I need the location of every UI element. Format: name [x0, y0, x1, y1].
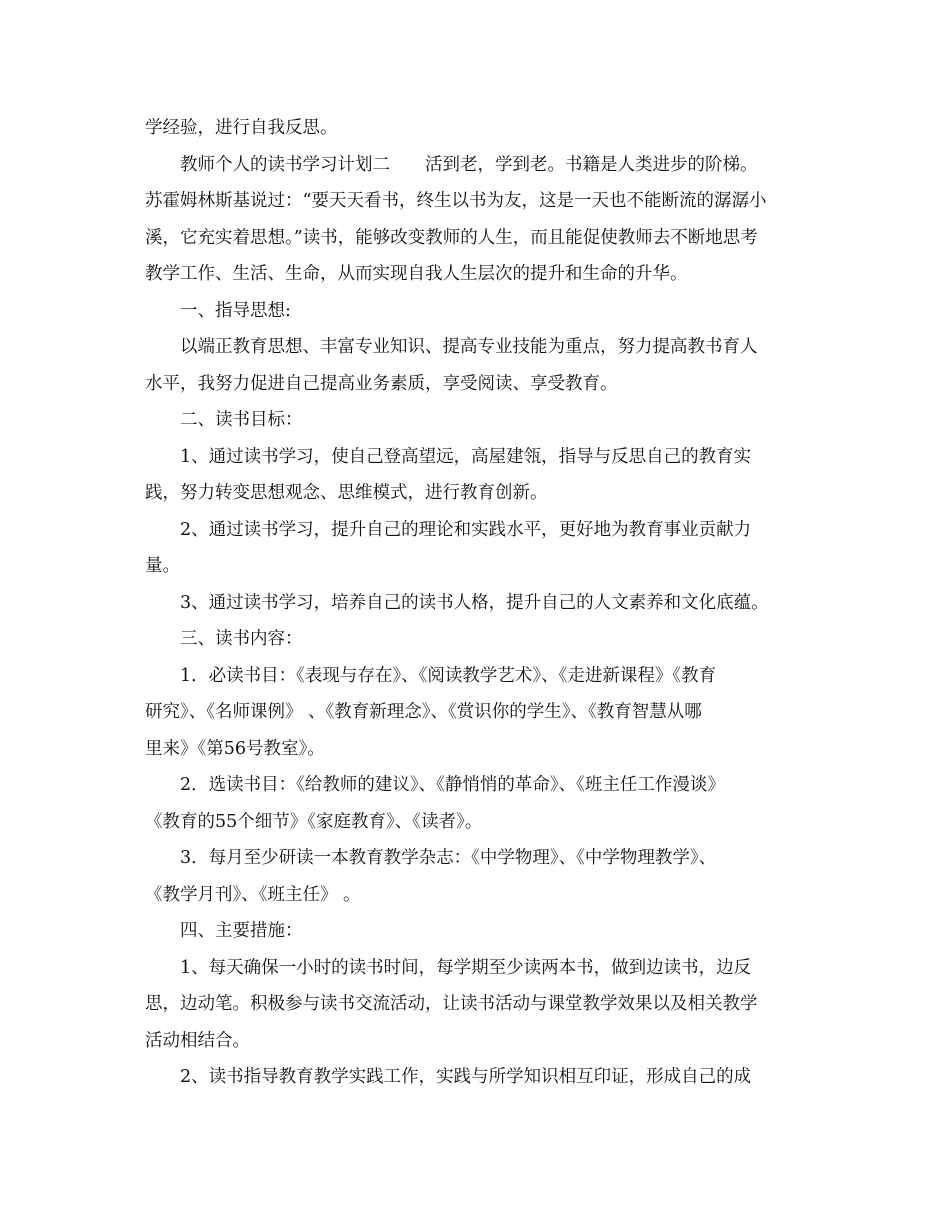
text-line: 以端正教育思想、丰富专业知识、提高专业技能为重点，努力提高教书育人: [180, 337, 758, 357]
text-line: 苏霍姆林斯基说过：“要天天看书，终生以书为友，这是一天也不能断流的潺潺小: [145, 191, 767, 211]
text-line: 《教育的55个细节》《家庭教育》、《读者》。: [145, 811, 483, 832]
text-line: 学经验，进行自我反思。: [145, 118, 338, 138]
text-line: 量。: [145, 556, 180, 576]
text-line: 2、通过读书学习，提升自己的理论和实践水平，更好地为教育事业贡献力: [180, 519, 752, 540]
text-line: 3．每月至少研读一本教育教学杂志：《中学物理》、《中学物理教学》、: [180, 848, 717, 868]
text-line: 《教学月刊》、《班主任》 。: [145, 884, 361, 905]
document-page: [145, 110, 815, 1096]
text-line: 1、通过读书学习，使自己登高望远，高屋建瓴，指导与反思自己的教育实: [180, 446, 752, 467]
text-line: 教学工作、生活、生命，从而实现自我人生层次的提升和生命的升华。: [145, 264, 688, 284]
text-line: 2．选读书目：《给教师的建议》、《静悄悄的革命》、《班主任工作漫谈》: [180, 775, 725, 795]
text-line: 1、每天确保一小时的读书时间，每学期至少读两本书，做到边读书，边反: [180, 957, 752, 978]
text-line: 溪，它充实着思想。”读书，能够改变教师的人生，而且能促使教师去不断地思考: [145, 227, 758, 248]
text-line: 2、读书指导教育教学实践工作，实践与所学知识相互印证，形成自己的成: [180, 1067, 752, 1087]
text-line: 1．必读书目：《表现与存在》、《阅读教学艺术》、《走进新课程》《教育: [180, 665, 717, 686]
text-line: 里来》《第56号教室》。: [145, 738, 325, 759]
section-heading: 四、主要措施：: [180, 921, 303, 941]
text-line: 教师个人的读书学习计划二 活到老，学到老。书籍是人类进步的阶梯。: [180, 154, 758, 175]
text-line: 践，努力转变思想观念、思维模式，进行教育创新。: [145, 483, 548, 503]
section-heading: 二、读书目标：: [180, 410, 303, 430]
text-line: 水平，我努力促进自己提高业务素质，享受阅读、享受教育。: [145, 373, 618, 394]
section-heading: 一、指导思想:: [180, 300, 291, 321]
text-line: 3、通过读书学习，培养自己的读书人格，提升自己的人文素养和文化底蕴。: [180, 592, 769, 613]
text-line: 活动相结合。: [145, 1030, 250, 1051]
text-line: 研究》、《名师课例》 、《教育新理念》、《赏识你的学生》、《教育智慧从哪: [145, 702, 702, 722]
text-line: 思，边动笔。积极参与读书交流活动，让读书活动与课堂教学效果以及相关教学: [145, 994, 758, 1014]
section-heading: 三、读书内容：: [180, 629, 303, 649]
